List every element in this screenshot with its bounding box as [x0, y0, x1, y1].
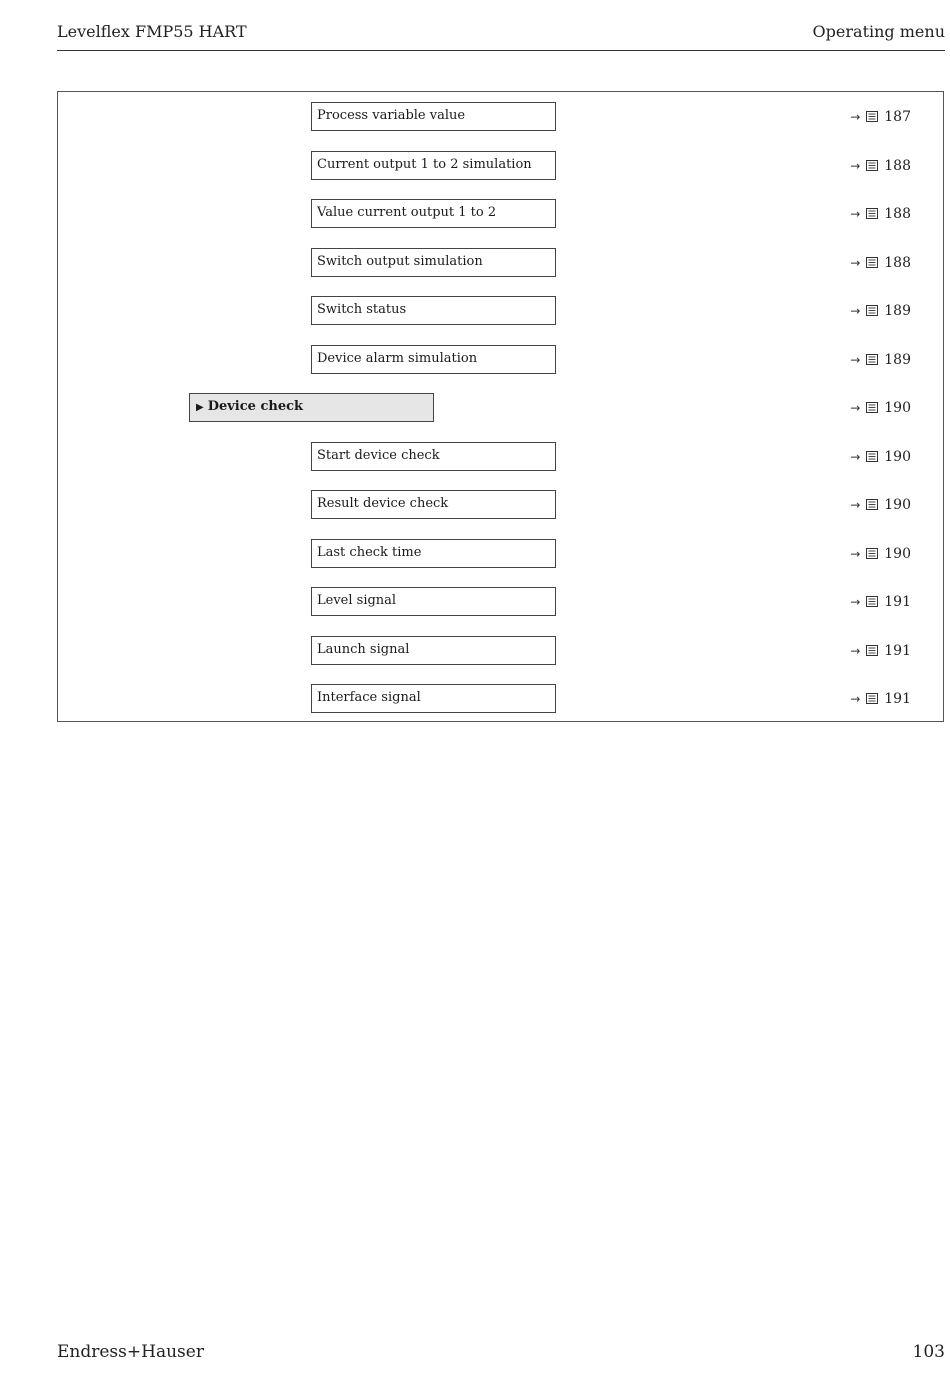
parameter-box: Device alarm simulation: [311, 345, 556, 374]
page-number: 190: [884, 399, 911, 416]
menu-row: [58, 636, 943, 665]
book-icon: [866, 596, 878, 607]
parameter-box: Result device check: [311, 490, 556, 519]
page-reference[interactable]: [850, 199, 911, 228]
book-icon: [866, 257, 878, 268]
menu-row: [58, 102, 943, 131]
page-reference[interactable]: [850, 345, 911, 374]
page-reference[interactable]: [850, 151, 911, 180]
book-icon: [866, 208, 878, 219]
book-icon: [866, 160, 878, 171]
arrow-right-icon: →: [850, 206, 861, 221]
menu-row: [58, 587, 943, 616]
triangle-right-icon: ▶: [196, 402, 204, 413]
arrow-right-icon: →: [850, 400, 861, 415]
page-footer: [57, 1342, 945, 1366]
arrow-right-icon: →: [850, 546, 861, 561]
arrow-right-icon: →: [850, 109, 861, 124]
submenu-label: Device check: [207, 399, 304, 414]
page-number: 191: [884, 690, 911, 707]
page-number: 191: [884, 593, 911, 610]
book-icon: [866, 693, 878, 704]
page-number: 190: [884, 545, 911, 562]
page-number: 191: [884, 642, 911, 659]
page-reference[interactable]: [850, 296, 911, 325]
parameter-box: Start device check: [311, 442, 556, 471]
page-reference[interactable]: [850, 636, 911, 665]
book-icon: [866, 548, 878, 559]
page-reference[interactable]: [850, 393, 911, 422]
submenu-device-check[interactable]: [189, 393, 434, 422]
parameter-box: Last check time: [311, 539, 556, 568]
page-number: 188: [884, 254, 911, 271]
product-title: Levelflex FMP55 HART: [57, 22, 247, 41]
book-icon: [866, 354, 878, 365]
menu-row: [58, 490, 943, 519]
parameter-box: Current output 1 to 2 simulation: [311, 151, 556, 180]
menu-row: [58, 684, 943, 713]
page-number: 190: [884, 448, 911, 465]
menu-row-submenu: [58, 393, 943, 422]
arrow-right-icon: →: [850, 352, 861, 367]
page-number: 187: [884, 108, 911, 125]
page-number: 188: [884, 205, 911, 222]
arrow-right-icon: →: [850, 691, 861, 706]
section-title: Operating menu: [812, 22, 945, 41]
page-reference[interactable]: [850, 684, 911, 713]
page-reference[interactable]: [850, 587, 911, 616]
arrow-right-icon: →: [850, 255, 861, 270]
page-number: 188: [884, 157, 911, 174]
page-number: 189: [884, 302, 911, 319]
book-icon: [866, 451, 878, 462]
page-header: [57, 20, 945, 51]
parameter-box: Launch signal: [311, 636, 556, 665]
menu-row: [58, 248, 943, 277]
arrow-right-icon: →: [850, 303, 861, 318]
book-icon: [866, 402, 878, 413]
menu-row: [58, 151, 943, 180]
menu-row: [58, 539, 943, 568]
parameter-box: Switch output simulation: [311, 248, 556, 277]
arrow-right-icon: →: [850, 497, 861, 512]
menu-row: [58, 442, 943, 471]
menu-row: [58, 199, 943, 228]
menu-row: [58, 345, 943, 374]
page-reference[interactable]: [850, 490, 911, 519]
page-reference[interactable]: [850, 248, 911, 277]
parameter-box: Process variable value: [311, 102, 556, 131]
brand-name: Endress+Hauser: [57, 1342, 204, 1362]
page-reference[interactable]: [850, 102, 911, 131]
parameter-box: Interface signal: [311, 684, 556, 713]
parameter-box: Value current output 1 to 2: [311, 199, 556, 228]
page-number: 189: [884, 351, 911, 368]
book-icon: [866, 499, 878, 510]
book-icon: [866, 645, 878, 656]
page-reference[interactable]: [850, 442, 911, 471]
parameter-box: Level signal: [311, 587, 556, 616]
page-reference[interactable]: [850, 539, 911, 568]
book-icon: [866, 111, 878, 122]
arrow-right-icon: →: [850, 158, 861, 173]
menu-structure-frame: [57, 91, 944, 722]
menu-row: [58, 296, 943, 325]
arrow-right-icon: →: [850, 594, 861, 609]
book-icon: [866, 305, 878, 316]
arrow-right-icon: →: [850, 643, 861, 658]
page-number: 190: [884, 496, 911, 513]
arrow-right-icon: →: [850, 449, 861, 464]
footer-page-number: 103: [912, 1342, 945, 1362]
parameter-box: Switch status: [311, 296, 556, 325]
